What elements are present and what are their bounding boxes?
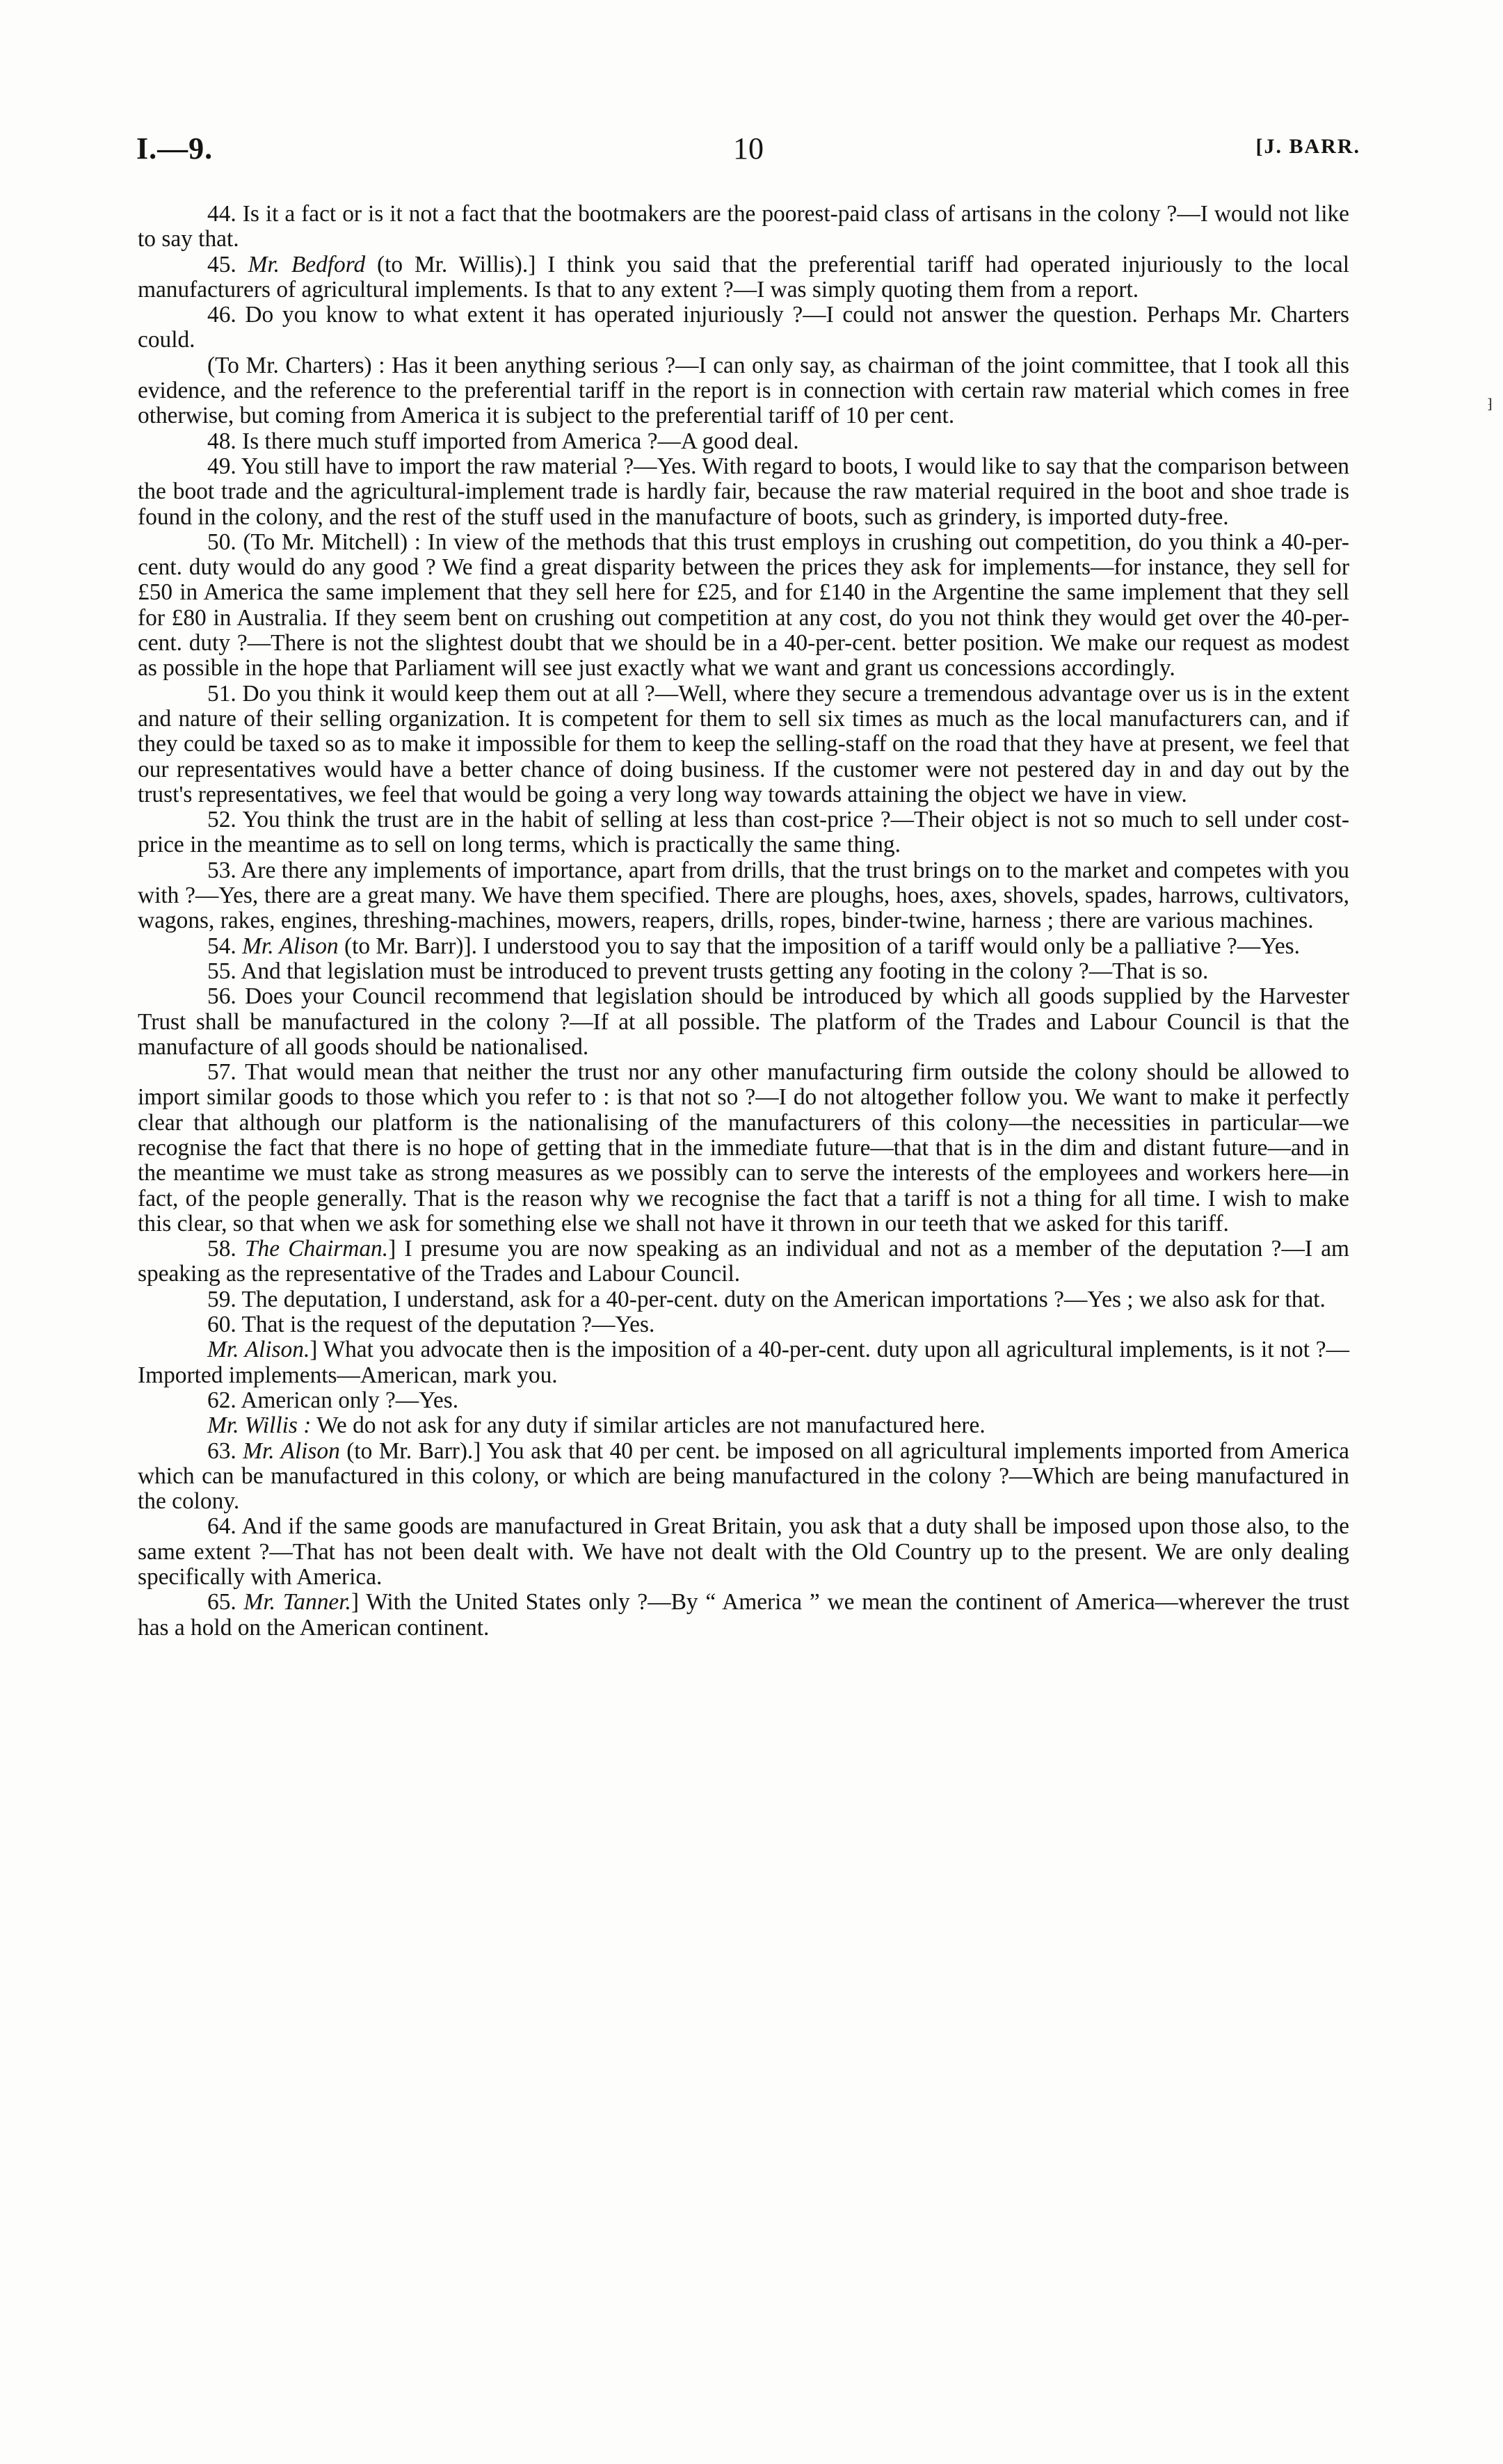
question-number: 58. bbox=[207, 1236, 245, 1262]
question-number: 44. bbox=[207, 201, 243, 227]
transcript-paragraph bbox=[138, 1060, 1349, 1237]
witness-name: [J. BARR. bbox=[1255, 135, 1360, 158]
question-number: 64. bbox=[207, 1513, 242, 1540]
transcript-paragraph bbox=[138, 1439, 1349, 1515]
question-number: 51. bbox=[207, 680, 243, 707]
paragraph-text: Do you think it would keep them out at all ?—Well, where they secure a tremendous advantage over us is in the extent and nature of their selling organization. It is competent for them to sell six times as much as the local manufacturers can, and if they could be taxed so as to make it impossible for them to keep the selling-staff on the road that they have at present, we feel that our representatives would have a better chance of doing business. If the customer were not pestered day in and day out by the trust's representatives, we feel that would be going a very long way towards attaining the object we have in view. bbox=[138, 680, 1349, 807]
margin-mark: ⁆ bbox=[1487, 396, 1493, 412]
transcript-paragraph bbox=[138, 1312, 1349, 1337]
transcript-paragraph bbox=[138, 202, 1349, 252]
question-number: 46. bbox=[207, 302, 246, 328]
question-number: 45. bbox=[207, 251, 248, 277]
paragraph-text: (to Mr. Barr)]. I understood you to say that the imposition of a tariff would only be a palliative ?—Yes. bbox=[338, 933, 1301, 959]
transcript-paragraph bbox=[138, 1287, 1349, 1312]
paragraph-text: Are there any implements of importance, apart from drills, that the trust brings on to the market and competes with you with ?—Yes, there are a great many. We have them specified. There are ploughs, hoes, axes, shovels, spades, harrows, cultivators, wagons, rakes, engines, threshing-machines, mowers, reapers, drills, ropes, binder-twine, harness ; there are various machines. bbox=[138, 857, 1349, 934]
speaker-name: The Chairman. bbox=[244, 1236, 389, 1262]
paragraph-text: Do you know to what extent it has operated injuriously ?—I could not answer the question. Perhaps Mr. Charters could. bbox=[138, 302, 1350, 353]
paragraph-text: Does your Council recommend that legislation should be introduced by which all goods supplied by the Harvester Trust shall be manufactured in the colony ?—If at all possible. The platform of the Trades and Labour Council is that the manufacture of all goods should be nationalised. bbox=[138, 983, 1349, 1060]
paragraph-text: ] I presume you are now speaking as an individual and not as a member of the deputation ?—I am speaking as the representative of the Trades and Labour Council. bbox=[138, 1236, 1349, 1287]
paragraph-text: (To Mr. Mitchell) : In view of the methods that this trust employs in crushing out competition, do you think a 40-per-cent. duty would do any good ? We find a great disparity between the prices they ask for implements—for instance, they sell for £50 in America the same implement that they sell here for £25, and for £140 in the Argentine the same implement that they sell for £80 in Australia. If they seem bent on crushing out competition at any cost, do you not think they would get over the 40-per-cent. duty ?—There is not the slightest doubt that we should be in a 40-per-cent. better position. We make our request as modest as possible in the hope that Parliament will see just exactly what we want and grant us concessions accordingly. bbox=[138, 529, 1349, 682]
transcript-paragraph bbox=[138, 1590, 1349, 1641]
paragraph-text: ] What you advocate then is the imposition of a 40-per-cent. duty upon all agricultural implements, is it not ?—Imported implements—American, mark you. bbox=[138, 1337, 1349, 1388]
paragraph-text: (to Mr. Willis).] I think you said that the preferential tariff had operated injuriously to the local manufacturers of agricultural implements. Is that to any extent ?—I was simply quoting them from a report. bbox=[138, 251, 1349, 303]
speaker-name: Mr. Alison. bbox=[207, 1337, 310, 1363]
paragraph-text: And that legislation must be introduced to prevent trusts getting any footing in the colony ?—That is so. bbox=[241, 958, 1209, 984]
transcript-paragraph bbox=[138, 530, 1349, 682]
question-number: 60. bbox=[207, 1312, 242, 1338]
question-number: 49. bbox=[207, 453, 241, 479]
paragraph-text: You think the trust are in the habit of selling at less than cost-price ?—Their object is not so much to sell under cost-price in the meantime as to sell on long terms, which is practically the same thing. bbox=[138, 807, 1349, 858]
paragraph-text: ] With the United States only ?—By “ America ” we mean the continent of America—wherever the trust has a hold on the American continent. bbox=[138, 1589, 1349, 1641]
paragraph-text: (To Mr. Charters) : Has it been anything serious ?—I can only say, as chairman of the joint committee, that I took all this evidence, and the reference to the preferential tariff in the report is in connection with certain raw material which comes in free otherwise, but coming from America it is subject to the preferential tariff of 10 per cent. bbox=[138, 352, 1349, 429]
speaker-name: Mr. Alison bbox=[243, 1438, 340, 1464]
transcript-paragraph bbox=[138, 303, 1349, 353]
question-number: 48. bbox=[207, 428, 243, 454]
speaker-name: Mr. Willis : bbox=[207, 1412, 312, 1439]
transcript-paragraph bbox=[138, 807, 1349, 858]
speaker-name: Mr. Tanner. bbox=[243, 1589, 351, 1616]
paragraph-text: The deputation, I understand, ask for a 40-per-cent. duty on the American importations ?—Yes ; we also ask for that. bbox=[241, 1286, 1326, 1312]
question-number: 52. bbox=[207, 807, 243, 833]
paragraph-text: Is there much stuff imported from America ?—A good deal. bbox=[242, 428, 799, 454]
question-number: 65. bbox=[207, 1589, 244, 1616]
speaker-name: Mr. Alison bbox=[242, 933, 339, 959]
paragraph-text: Is it a fact or is it not a fact that the bootmakers are the poorest-paid class of artisans in the colony ?—I would not like to say that. bbox=[138, 201, 1349, 252]
transcript-body bbox=[138, 202, 1349, 1641]
question-number: 54. bbox=[207, 933, 243, 959]
transcript-paragraph bbox=[138, 1413, 1349, 1438]
paragraph-text: We do not ask for any duty if similar articles are not manufactured here. bbox=[311, 1412, 986, 1439]
paragraph-text: That would mean that neither the trust nor any other manufacturing firm outside the colony should be allowed to import similar goods to those which you refer to : is that not so ?—I do not altogether follow you. We want to make it perfectly clear that although our platform is the nationalising of the manufacturers of this colony—the necessities in particular—we recognise the fact that there is no hope of getting that in the immediate future—that that is in the dim and distant future—and in the meantime we must take as strong measures as we possibly can to serve the interests of the employees and workers here—in fact, of the people generally. That is the reason why we recognise the fact that a tariff is not a thing for all time. I wish to make this clear, so that when we ask for something else we shall not have it thrown in our teeth that we asked for this tariff. bbox=[138, 1059, 1349, 1237]
question-number: 50. bbox=[207, 529, 243, 555]
transcript-paragraph bbox=[138, 858, 1349, 934]
question-number: 63. bbox=[207, 1438, 243, 1464]
paragraph-text: American only ?—Yes. bbox=[241, 1387, 459, 1413]
paragraph-text: That is the request of the deputation ?—Yes. bbox=[241, 1312, 655, 1338]
transcript-paragraph bbox=[138, 1388, 1349, 1413]
question-number: 57. bbox=[207, 1059, 246, 1086]
transcript-paragraph bbox=[138, 1514, 1349, 1590]
transcript-paragraph bbox=[138, 252, 1349, 303]
transcript-paragraph bbox=[138, 682, 1349, 807]
question-number: 62. bbox=[207, 1387, 241, 1413]
question-number: 55. bbox=[207, 958, 241, 984]
speaker-name: Mr. Bedford bbox=[248, 251, 366, 277]
question-number: 56. bbox=[207, 983, 246, 1010]
transcript-paragraph bbox=[138, 1337, 1349, 1388]
paragraph-text: And if the same goods are manufactured in Great Britain, you ask that a duty shall be imposed upon those also, to the same extent ?—That has not been dealt with. We have not dealt with the Old Country up to the present. We are only dealing specifically with America. bbox=[138, 1513, 1349, 1591]
paragraph-text: You still have to import the raw material ?—Yes. With regard to boots, I would like to say that the comparison between the boot trade and the agricultural-implement trade is hardly fair, because the raw material required in the boot and shoe trade is found in the colony, and the rest of the stuff used in the manufacture of boots, such as grindery, is imported duty-free. bbox=[138, 453, 1349, 530]
paragraph-text: (to Mr. Barr).] You ask that 40 per cent. be imposed on all agricultural implements imported from America which can be manufactured in this colony, or which are being manufactured in the colony ?—Which are being manufactured in the colony. bbox=[138, 1438, 1349, 1515]
transcript-paragraph bbox=[138, 429, 1349, 454]
transcript-paragraph bbox=[138, 353, 1349, 429]
transcript-paragraph bbox=[138, 1237, 1349, 1287]
transcript-paragraph bbox=[138, 934, 1349, 959]
question-number: 59. bbox=[207, 1286, 242, 1312]
transcript-paragraph bbox=[138, 454, 1349, 530]
parliamentary-paper-reference: I.—9. bbox=[136, 131, 214, 166]
question-number: 53. bbox=[207, 857, 241, 883]
page-number: 10 bbox=[733, 131, 764, 166]
transcript-paragraph bbox=[138, 959, 1349, 984]
transcript-paragraph bbox=[138, 984, 1349, 1060]
page-header bbox=[136, 131, 1360, 172]
